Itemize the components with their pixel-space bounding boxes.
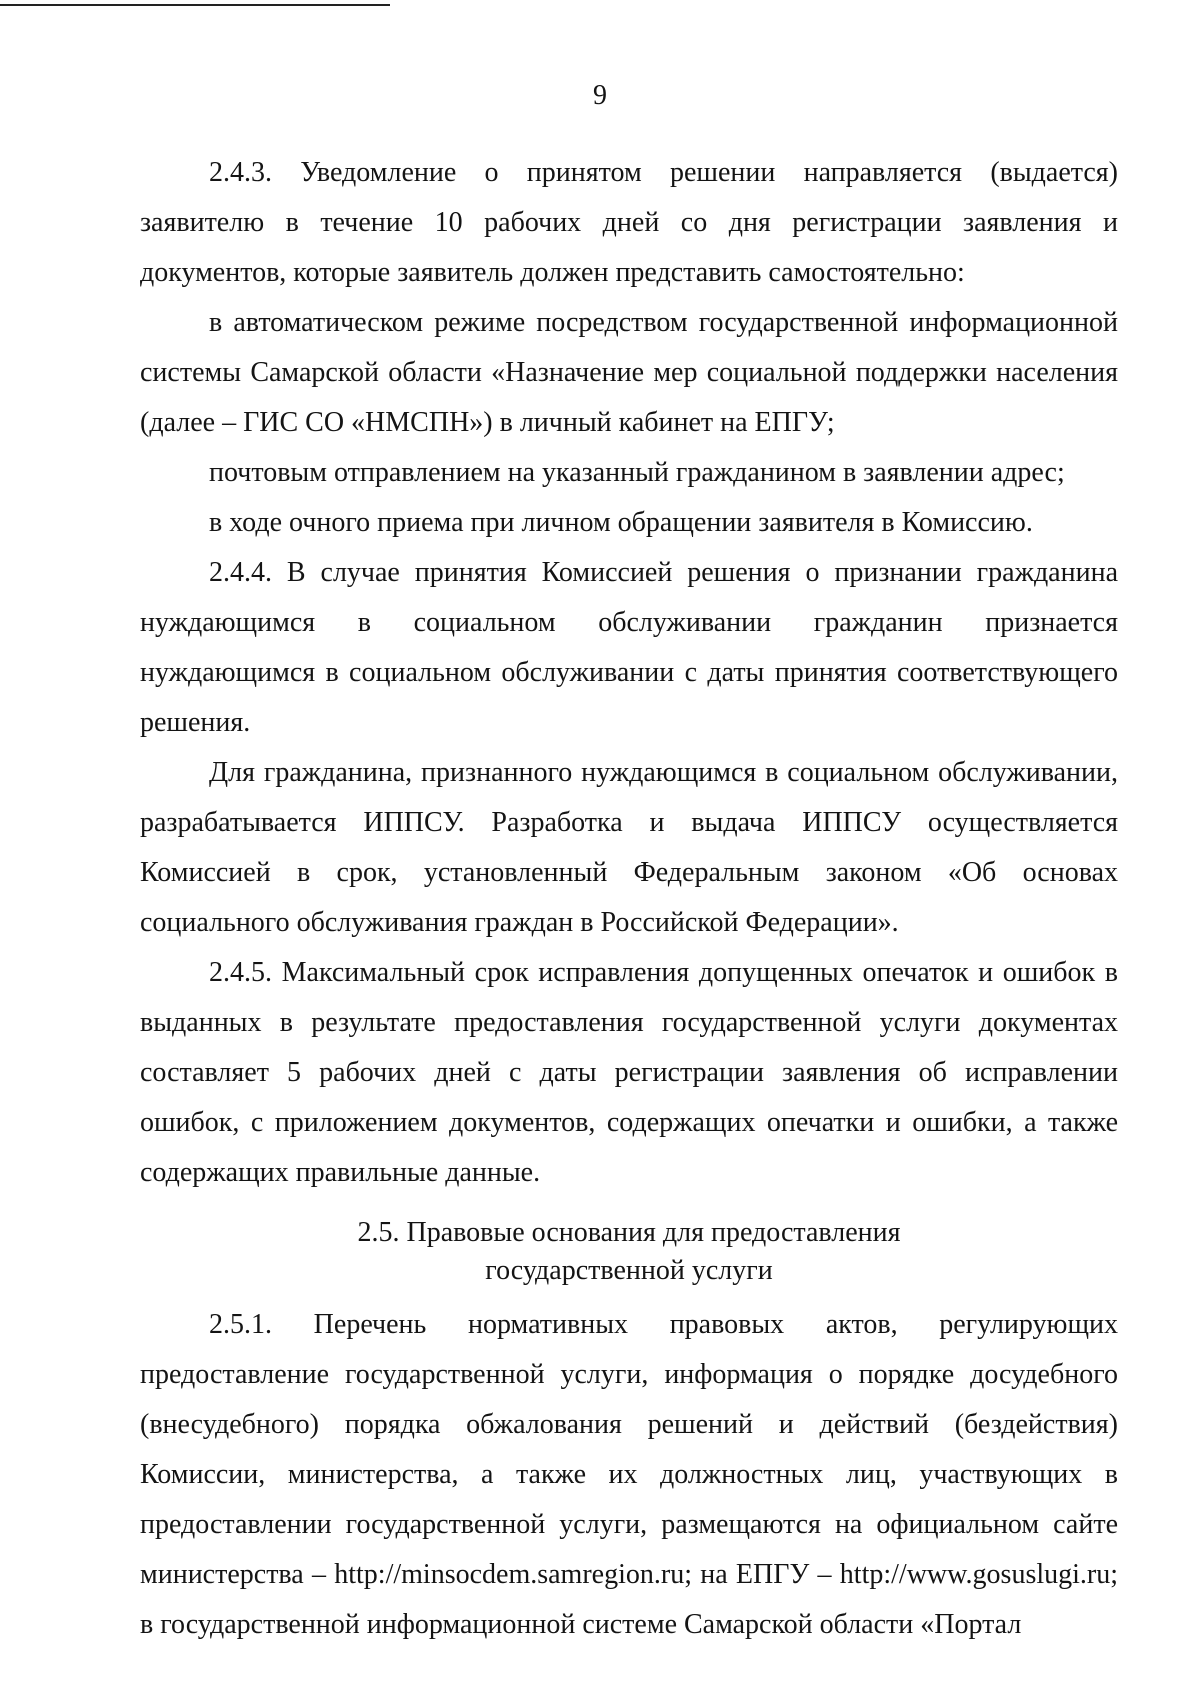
paragraph-delivery-in-person: в ходе очного приема при личном обращении заявителя в Комиссию. — [209, 507, 1033, 538]
page-number: 9 — [593, 80, 607, 111]
paragraph-2-4-4: 2.4.4. В случае принятия Комиссией решения о признании гражданина нуждающимся в социальном обслуживании гражданин признается нуждающимся в социальном обслуживании с даты принятия соответствующего решения. — [140, 557, 1118, 738]
paragraph-2-5-1: 2.5.1. Перечень нормативных правовых актов, регулирующих предоставление государственной услуги, информация о порядке досудебного (внесудебного) порядка обжалования решений и действий (бездействия) Комиссии, министерства, а также их должностных лиц, участвующих в предоставлении государственной услуги, размещаются на официальном сайте министерства – http://minsocdem.samregion.ru; на ЕПГУ – http://www.gosuslugi.ru; в государственной информационной системе Самарской области «Портал — [140, 1309, 1118, 1640]
paragraph-2-4-5: 2.4.5. Максимальный срок исправления допущенных опечаток и ошибок в выданных в результате предоставления государственной услуги документах составляет 5 рабочих дней с даты регистрации заявления об исправлении ошибок, с приложением документов, содержащих опечатки и ошибки, а также содержащих правильные данные. — [140, 957, 1118, 1188]
section-heading-2-5 — [140, 1214, 1118, 1290]
section-heading-line-2: государственной услуги — [485, 1255, 773, 1286]
paragraph-ippsu: Для гражданина, признанного нуждающимся в социальном обслуживании, разрабатывается ИППСУ. Разработка и выдача ИППСУ осуществляется Комиссией в срок, установленный Федеральным законом «Об основах социального обслуживания граждан в Российской Федерации». — [140, 757, 1118, 938]
top-rule — [0, 4, 390, 6]
paragraph-delivery-postal: почтовым отправлением на указанный гражданином в заявлении адрес; — [209, 457, 1065, 488]
paragraph-delivery-automatic: в автоматическом режиме посредством государственной информационной системы Самарской области «Назначение мер социальной поддержки населения (далее – ГИС СО «НМСПН») в личный кабинет на ЕПГУ; — [140, 307, 1118, 438]
paragraph-2-4-3: 2.4.3. Уведомление о принятом решении направляется (выдается) заявителю в течение 10 рабочих дней со дня регистрации заявления и документов, которые заявитель должен представить самостоятельно: — [140, 157, 1118, 288]
section-heading-line-1: 2.5. Правовые основания для предоставления — [357, 1217, 901, 1248]
document-body — [140, 148, 1118, 1650]
